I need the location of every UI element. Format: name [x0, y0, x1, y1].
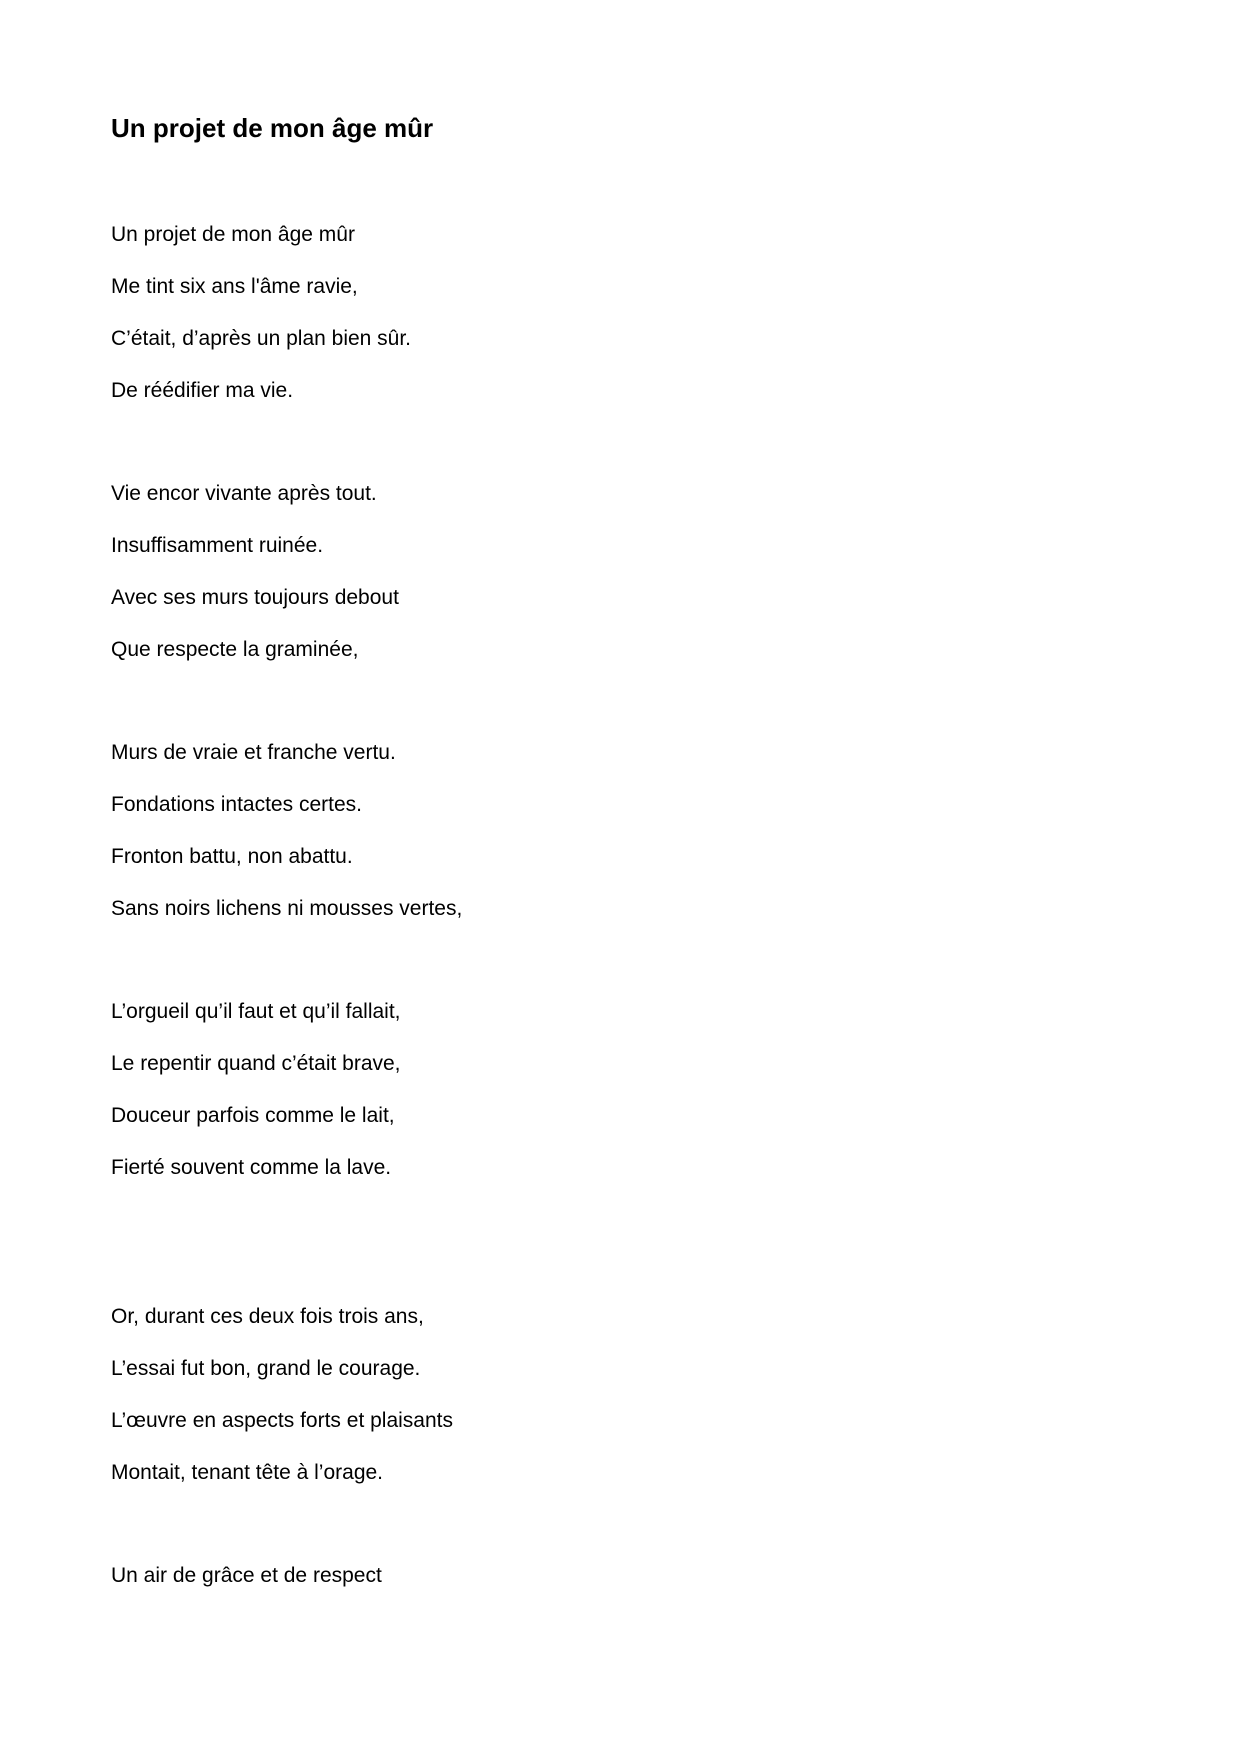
verse-line: Avec ses murs toujours debout [111, 586, 399, 609]
verse-line: Fondations intactes certes. [111, 793, 362, 816]
verse-line: Un projet de mon âge mûr [111, 223, 355, 246]
stanza-4 [111, 999, 401, 1181]
verse-line: Vie encor vivante après tout. [111, 482, 377, 505]
verse-line: Douceur parfois comme le lait, [111, 1104, 395, 1127]
verse-line: Me tint six ans l'âme ravie, [111, 275, 358, 298]
verse-line: Montait, tenant tête à l’orage. [111, 1461, 384, 1484]
verse-line: Sans noirs lichens ni mousses vertes, [111, 897, 463, 920]
verse-line: Un air de grâce et de respect [111, 1564, 382, 1587]
verse-line: L’essai fut bon, grand le courage. [111, 1357, 421, 1380]
stanza-2 [111, 481, 399, 663]
verse-line: Le repentir quand c’était brave, [111, 1052, 401, 1075]
verse-line: L’œuvre en aspects forts et plaisants [111, 1409, 453, 1432]
stanza-6 [111, 1563, 382, 1589]
verse-line: Murs de vraie et franche vertu. [111, 741, 396, 764]
stanza-5 [111, 1304, 453, 1486]
verse-line: Fierté souvent comme la lave. [111, 1156, 392, 1179]
verse-line: Or, durant ces deux fois trois ans, [111, 1305, 424, 1328]
verse-line: De réédifier ma vie. [111, 379, 294, 402]
stanza-3 [111, 740, 462, 922]
verse-line: L’orgueil qu’il faut et qu’il fallait, [111, 1000, 401, 1023]
verse-line: Fronton battu, non abattu. [111, 845, 353, 868]
verse-line: Insuffisamment ruinée. [111, 534, 324, 557]
poem-title: Un projet de mon âge mûr [111, 113, 434, 143]
stanza-1 [111, 222, 411, 404]
verse-line: Que respecte la graminée, [111, 638, 359, 661]
verse-line: C’était, d’après un plan bien sûr. [111, 327, 412, 350]
